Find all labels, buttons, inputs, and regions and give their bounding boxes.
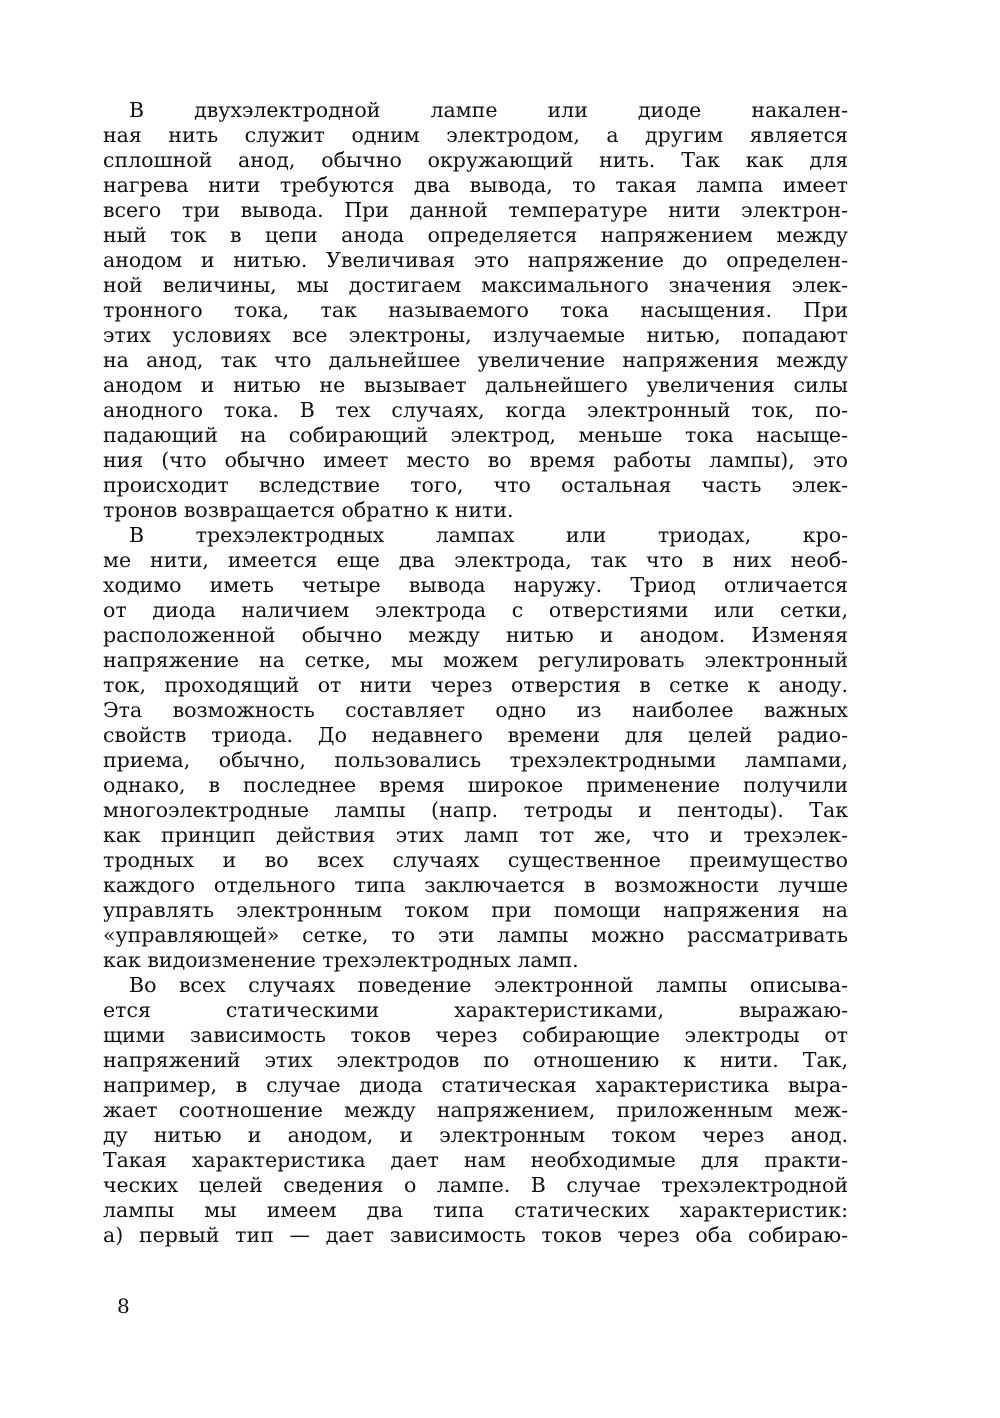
text-line: управлять электронным током при помощи напряжения на	[103, 898, 848, 922]
text-line: сплошной анод, обычно окружающий нить. Так как для	[103, 148, 848, 172]
text-line: всего три вывода. При данной температуре нити электрон-	[103, 198, 848, 222]
text-line: ется статическими характеристиками, выражаю-	[103, 998, 848, 1022]
text-line: как видоизменение трехэлектродных ламп.	[103, 948, 579, 972]
text-line: ме нити, имеется еще два электрода, так что в них необ-	[103, 548, 848, 572]
text-line: каждого отдельного типа заключается в возможности лучше	[103, 873, 848, 897]
text-line: «управляющей» сетке, то эти лампы можно рассматривать	[103, 923, 848, 947]
text-line: ду нитью и анодом, и электронным током через анод.	[103, 1123, 848, 1147]
text-line: тронного тока, так называемого тока насыщения. При	[103, 298, 848, 322]
text-line: ческих целей сведения о лампе. В случае трехэлектродной	[103, 1173, 848, 1197]
text-line: напряжений этих электродов по отношению к нити. Так,	[103, 1048, 848, 1072]
text-line: расположенной обычно между нитью и анодом. Изменяя	[103, 623, 848, 647]
text-line: а) первый тип — дает зависимость токов через оба собираю-	[103, 1223, 848, 1247]
text-line: тродных и во всех случаях существенное преимущество	[103, 848, 848, 872]
text-line: ной величины, мы достигаем максимального значения элек-	[103, 273, 848, 297]
text-line: например, в случае диода статическая характеристика выра-	[103, 1073, 848, 1097]
text-line: Эта возможность составляет одно из наиболее важных	[103, 698, 848, 722]
text-line: нагрева нити требуются два вывода, то такая лампа имеет	[103, 173, 848, 197]
text-line: ния (что обычно имеет место во время работы лампы), это	[103, 448, 848, 472]
text-line: ный ток в цепи анода определяется напряжением между	[103, 223, 848, 247]
text-line: В двухэлектродной лампе или диоде накален-	[129, 98, 848, 122]
text-line: свойств триода. До недавнего времени для целей радио-	[103, 723, 848, 747]
text-line: ходимо иметь четыре вывода наружу. Триод отличается	[103, 573, 848, 597]
text-line: падающий на собирающий электрод, меньше тока насыще-	[103, 423, 848, 447]
text-line: Во всех случаях поведение электронной лампы описыва-	[129, 973, 848, 997]
text-line: щими зависимость токов через собирающие электроды от	[103, 1023, 848, 1047]
text-line: как принцип действия этих ламп тот же, что и трехэлек-	[103, 823, 848, 847]
page-number: 8	[117, 1294, 130, 1318]
body-text	[103, 98, 848, 1248]
text-line: происходит вследствие того, что остальная часть элек-	[103, 473, 848, 497]
text-line: анодного тока. В тех случаях, когда электронный ток, по-	[103, 398, 848, 422]
text-line: тронов возвращается обратно к нити.	[103, 498, 514, 522]
text-line: ток, проходящий от нити через отверстия в сетке к аноду.	[103, 673, 848, 697]
text-line: этих условиях все электроны, излучаемые нитью, попадают	[103, 323, 848, 347]
text-line: анодом и нитью не вызывает дальнейшего увеличения силы	[103, 373, 848, 397]
text-line: анодом и нитью. Увеличивая это напряжение до определен-	[103, 248, 848, 272]
text-line: приема, обычно, пользовались трехэлектродными лампами,	[103, 748, 848, 772]
text-line: на анод, так что дальнейшее увеличение напряжения между	[103, 348, 848, 372]
text-line: жает соотношение между напряжением, приложенным меж-	[103, 1098, 848, 1122]
text-line: напряжение на сетке, мы можем регулировать электронный	[103, 648, 848, 672]
text-line: многоэлектродные лампы (напр. тетроды и пентоды). Так	[103, 798, 848, 822]
text-line: однако, в последнее время широкое применение получили	[103, 773, 848, 797]
text-line: В трехэлектродных лампах или триодах, кро-	[129, 523, 848, 547]
text-line: от диода наличием электрода с отверстиями или сетки,	[103, 598, 848, 622]
text-line: ная нить служит одним электродом, а другим является	[103, 123, 848, 147]
text-line: лампы мы имеем два типа статических характеристик:	[103, 1198, 848, 1222]
text-line: Такая характеристика дает нам необходимые для практи-	[103, 1148, 848, 1172]
